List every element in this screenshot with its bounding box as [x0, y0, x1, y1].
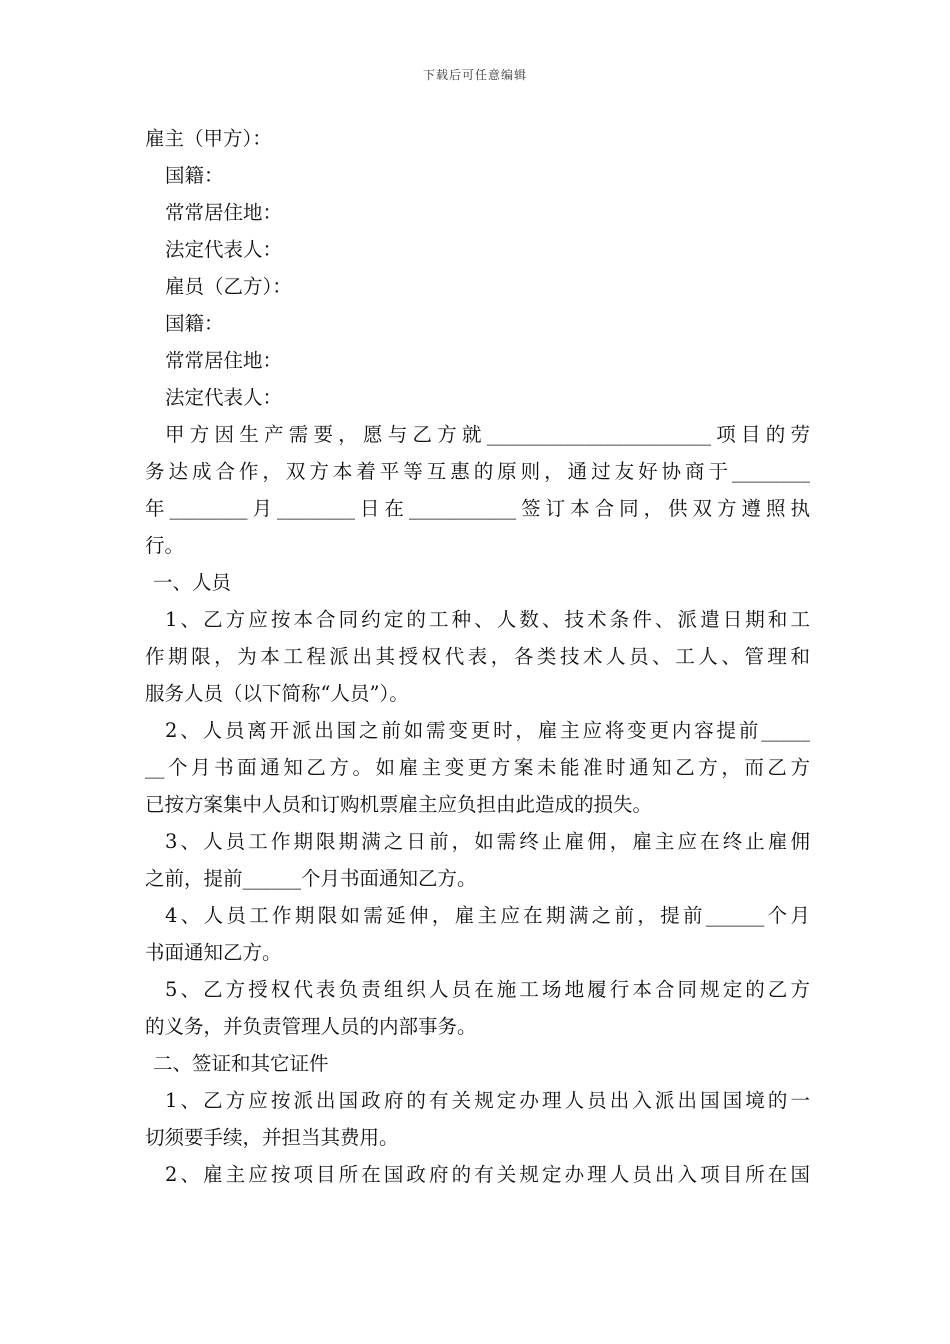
s2-item2-line-1: 2、雇主应按项目所在国政府的有关规定办理人员出入项目所在国 [165, 1163, 810, 1186]
employee-residence: 常常居住地： [165, 349, 283, 372]
s1-item1-line-1: 1、乙方应按本合同约定的工种、人数、技术条件、派遣日期和工 [165, 608, 810, 631]
intro-line-3: 年________月________日在___________签订本合同，供双方遵照执 [145, 497, 810, 520]
employee-legal-rep: 法定代表人： [165, 386, 283, 409]
s1-item5-line-2: 的义务，并负责管理人员的内部事务。 [145, 1015, 477, 1038]
employee-nationality: 国籍： [165, 312, 224, 335]
s1-item4-line-1: 4、人员工作期限如需延伸，雇主应在期满之前，提前______个月 [165, 904, 810, 927]
employer-label: 雇主（甲方）： [145, 127, 272, 150]
s1-item1-line-2: 作期限，为本工程派出其授权代表，各类技术人员、工人、管理和 [145, 645, 810, 668]
s1-item4-line-2: 书面通知乙方。 [145, 941, 282, 964]
s1-item2-line-3: 已按方案集中人员和订购机票雇主应负担由此造成的损失。 [145, 793, 653, 816]
intro-line-2: 务达成合作，双方本着平等互惠的原则，通过友好协商于________ [145, 460, 810, 483]
s2-item1-line-1: 1、乙方应按派出国政府的有关规定办理人员出入派出国国境的一 [165, 1089, 810, 1112]
intro-line-1: 甲方因生产需要，愿与乙方就_______________________项目的劳 [165, 423, 810, 446]
s1-item2-line-1: 2、人员离开派出国之前如需变更时，雇主应将变更内容提前_____ [165, 719, 810, 742]
s2-item1-line-2: 切须要手续，并担当其费用。 [145, 1126, 399, 1149]
s1-item3-line-2: 之前，提前______个月书面通知乙方。 [145, 867, 477, 890]
contract-body [145, 120, 810, 1193]
section-2-title: 二、签证和其它证件 [153, 1052, 329, 1075]
section-1-title: 一、人员 [153, 571, 232, 594]
employee-label: 雇员（乙方）： [165, 275, 292, 298]
s1-item5-line-1: 5、乙方授权代表负责组织人员在施工场地履行本合同规定的乙方 [165, 978, 810, 1001]
page-header-note: 下载后可任意编辑 [422, 68, 527, 82]
intro-line-4: 行。 [145, 534, 185, 557]
s1-item3-line-1: 3、人员工作期限期满之日前，如需终止雇佣，雇主应在终止雇佣 [165, 830, 810, 853]
s1-item2-line-2: __个月书面通知乙方。如雇主变更方案未能准时通知乙方，而乙方 [145, 756, 810, 779]
employer-nationality: 国籍： [165, 164, 224, 187]
employer-legal-rep: 法定代表人： [165, 238, 283, 261]
employer-residence: 常常居住地： [165, 201, 283, 224]
s1-item1-line-3: 服务人员（以下简称“人员”）。 [145, 682, 409, 705]
